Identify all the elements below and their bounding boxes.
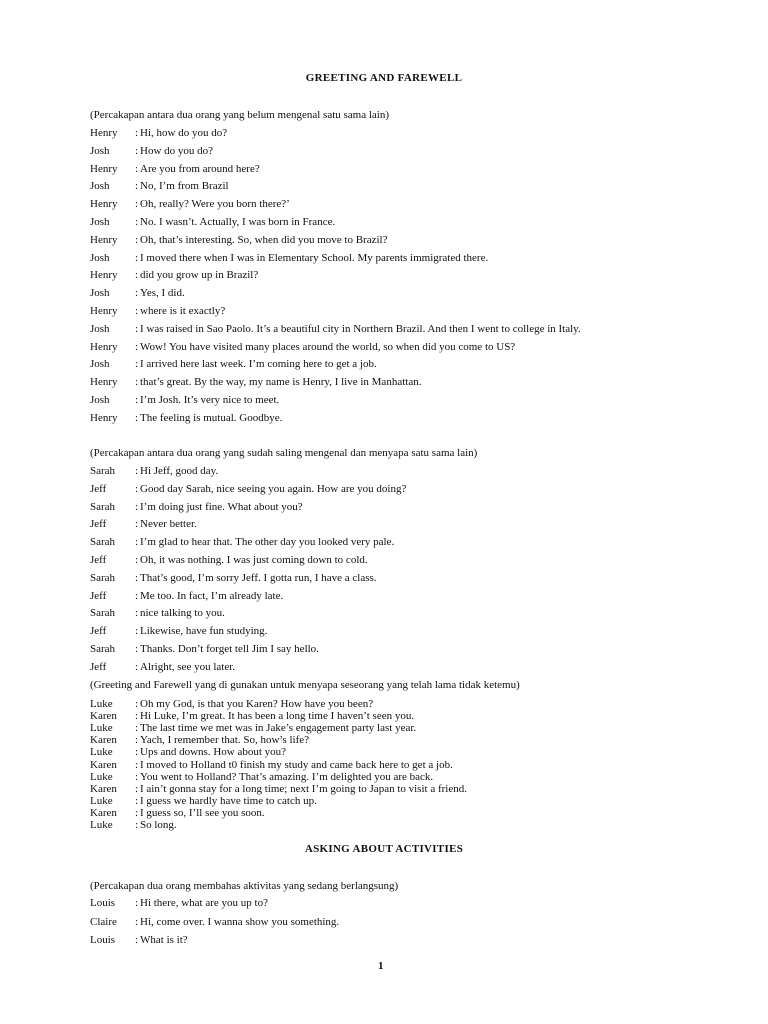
dialogue-text: Oh, it was nothing. I was just coming down to cold. <box>140 554 368 566</box>
speaker-separator: : <box>135 770 139 783</box>
speaker-name: Josh <box>90 322 110 335</box>
speaker-separator: : <box>135 269 139 282</box>
block-intro: (Percakapan antara dua orang yang sudah saling mengenal dan menyapa satu sama lain) <box>90 447 478 459</box>
speaker-name: Luke <box>90 770 113 783</box>
speaker-name: Jeff <box>90 482 107 495</box>
speaker-separator: : <box>135 536 139 549</box>
dialogue-text: I’m doing just fine. What about you? <box>140 500 303 513</box>
speaker-separator: : <box>135 571 139 584</box>
section-title-activities: ASKING ABOUT ACTIVITIES <box>304 843 464 855</box>
speaker-name: Sarah <box>90 500 116 513</box>
speaker-name: Claire <box>90 915 117 928</box>
speaker-separator: : <box>135 722 139 735</box>
speaker-name: Josh <box>90 180 110 193</box>
dialogue-text: I guess we hardly have time to catch up. <box>140 794 317 807</box>
section-title-greeting: GREETING AND FAREWELL <box>305 72 463 84</box>
speaker-name: Luke <box>90 819 113 831</box>
dialogue-text: I moved to Holland t0 finish my study and came back here to get a job. <box>140 758 453 771</box>
dialogue-text: I moved there when I was in Elementary School. My parents immigrated there. <box>140 251 489 264</box>
speaker-name: Jeff <box>90 554 107 566</box>
dialogue-text: Hi, come over. I wanna show you something. <box>140 915 340 928</box>
speaker-separator: : <box>135 518 139 531</box>
speaker-separator: : <box>135 305 139 317</box>
speaker-separator: : <box>135 287 139 300</box>
dialogue-text: Are you from around here? <box>140 162 260 175</box>
speaker-separator: : <box>135 625 139 638</box>
speaker-separator: : <box>135 589 139 602</box>
speaker-name: Karen <box>90 806 117 819</box>
speaker-name: Jeff <box>90 660 107 673</box>
dialogue-text: I arrived here last week. I’m coming here to get a job. <box>140 358 377 371</box>
speaker-separator: : <box>135 340 139 353</box>
speaker-separator: : <box>135 251 139 264</box>
dialogue-text: You went to Holland? That’s amazing. I’m delighted you are back. <box>140 770 434 783</box>
dialogue-text: I’m Josh. It’s very nice to meet. <box>140 394 280 406</box>
dialogue-text: What is it? <box>140 934 188 946</box>
dialogue-text: Ups and downs. How about you? <box>140 746 287 759</box>
dialogue-text: nice talking to you. <box>140 607 225 620</box>
speaker-separator: : <box>135 794 139 807</box>
speaker-name: Sarah <box>90 465 116 477</box>
speaker-name: Luke <box>90 698 113 710</box>
speaker-name: Karen <box>90 782 117 795</box>
speaker-separator: : <box>135 411 139 424</box>
dialogue-text: No, I’m from Brazil <box>140 180 229 193</box>
dialogue-text: The feeling is mutual. Goodbye. <box>140 411 283 424</box>
speaker-name: Henry <box>90 269 118 282</box>
speaker-separator: : <box>135 643 139 655</box>
speaker-separator: : <box>135 358 139 371</box>
dialogue-text: The last time we met was in Jake’s engagement party last year. <box>140 722 417 735</box>
speaker-separator: : <box>135 607 139 620</box>
speaker-separator: : <box>135 758 139 771</box>
dialogue-text: I ain’t gonna stay for a long time; next I’m going to Japan to visit a friend. <box>140 782 467 795</box>
speaker-separator: : <box>135 806 139 819</box>
dialogue-text: Oh, that’s interesting. So, when did you move to Brazil? <box>140 233 388 246</box>
speaker-separator: : <box>135 698 139 710</box>
speaker-name: Henry <box>90 233 118 246</box>
speaker-name: Josh <box>90 251 110 264</box>
speaker-separator: : <box>135 915 139 928</box>
speaker-separator: : <box>135 144 139 157</box>
speaker-name: Josh <box>90 287 110 300</box>
dialogue-text: where is it exactly? <box>140 305 226 317</box>
speaker-separator: : <box>135 127 139 139</box>
speaker-name: Karen <box>90 734 117 747</box>
speaker-separator: : <box>135 376 139 389</box>
dialogue-text: Wow! You have visited many places around the world, so when did you come to US? <box>140 340 516 353</box>
dialogue-text: Alright, see you later. <box>140 660 236 673</box>
speaker-name: Henry <box>90 376 118 389</box>
dialogue-text: Hi Luke, I’m great. It has been a long time I haven’t seen you. <box>140 710 415 723</box>
speaker-name: Louis <box>90 934 116 946</box>
speaker-name: Luke <box>90 746 113 759</box>
dialogue-text: Never better. <box>140 518 197 531</box>
speaker-separator: : <box>135 782 139 795</box>
speaker-name: Henry <box>90 198 118 211</box>
dialogue-text: How do you do? <box>140 144 214 157</box>
speaker-separator: : <box>135 465 139 477</box>
speaker-name: Jeff <box>90 518 107 531</box>
speaker-name: Sarah <box>90 607 116 620</box>
dialogue-text: did you grow up in Brazil? <box>140 269 259 282</box>
speaker-name: Henry <box>90 340 118 353</box>
dialogue-text: Hi there, what are you up to? <box>140 897 268 909</box>
dialogue-text: Yach, I remember that. So, how’s life? <box>140 734 310 747</box>
dialogue-text: Hi Jeff, good day. <box>140 465 219 477</box>
speaker-separator: : <box>135 660 139 673</box>
speaker-separator: : <box>135 216 139 228</box>
speaker-name: Henry <box>90 411 118 424</box>
speaker-name: Josh <box>90 216 110 228</box>
speaker-name: Karen <box>90 710 117 723</box>
speaker-separator: : <box>135 819 139 831</box>
dialogue-text: I’m glad to hear that. The other day you looked very pale. <box>140 536 395 549</box>
speaker-separator: : <box>135 394 139 406</box>
dialogue-text: So long. <box>140 819 177 831</box>
dialogue-text: Good day Sarah, nice seeing you again. How are you doing? <box>140 482 407 495</box>
speaker-name: Jeff <box>90 625 107 638</box>
dialogue-text: Likewise, have fun studying. <box>140 625 268 638</box>
speaker-name: Henry <box>90 127 118 139</box>
speaker-name: Sarah <box>90 536 116 549</box>
dialogue-text: I guess so, I’ll see you soon. <box>140 806 265 819</box>
dialogue-text: That’s good, I’m sorry Jeff. I gotta run, I have a class. <box>140 571 377 584</box>
speaker-separator: : <box>135 500 139 513</box>
speaker-name: Henry <box>90 162 118 175</box>
speaker-name: Henry <box>90 305 118 317</box>
speaker-name: Sarah <box>90 571 116 584</box>
dialogue-text: I was raised in Sao Paolo. It’s a beautiful city in Northern Brazil. And then I went to college in Italy. <box>140 322 581 335</box>
speaker-separator: : <box>135 198 139 211</box>
speaker-name: Josh <box>90 358 110 371</box>
dialogue-text: Oh, really? Were you born there?’ <box>140 198 290 211</box>
speaker-separator: : <box>135 162 139 175</box>
speaker-name: Louis <box>90 897 116 909</box>
speaker-separator: : <box>135 233 139 246</box>
page-number: 1 <box>378 960 384 972</box>
speaker-separator: : <box>135 746 139 759</box>
block-intro: (Percakapan antara dua orang yang belum mengenal satu sama lain) <box>90 109 390 121</box>
block-intro: (Greeting and Farewell yang di gunakan untuk menyapa seseorang yang telah lama tidak ketemu) <box>90 679 520 691</box>
dialogue-text: Me too. In fact, I’m already late. <box>140 589 284 602</box>
speaker-separator: : <box>135 897 139 909</box>
dialogue-text: Thanks. Don’t forget tell Jim I say hello. <box>140 643 319 655</box>
speaker-separator: : <box>135 734 139 747</box>
speaker-name: Luke <box>90 722 113 735</box>
speaker-name: Josh <box>90 394 110 406</box>
dialogue-text: Hi, how do you do? <box>140 127 228 139</box>
block-intro: (Percakapan dua orang membahas aktivitas yang sedang berlangsung) <box>90 880 399 892</box>
dialogue-text: Oh my God, is that you Karen? How have you been? <box>140 698 374 710</box>
speaker-separator: : <box>135 554 139 566</box>
speaker-name: Luke <box>90 794 113 807</box>
speaker-name: Josh <box>90 144 110 157</box>
dialogue-text: No. I wasn’t. Actually, I was born in France. <box>140 216 336 228</box>
speaker-separator: : <box>135 710 139 723</box>
speaker-separator: : <box>135 180 139 193</box>
speaker-name: Karen <box>90 758 117 771</box>
speaker-separator: : <box>135 322 139 335</box>
speaker-name: Jeff <box>90 589 107 602</box>
speaker-separator: : <box>135 934 139 946</box>
dialogue-text: that’s great. By the way, my name is Henry, I live in Manhattan. <box>140 376 422 389</box>
speaker-name: Sarah <box>90 643 116 655</box>
dialogue-text: Yes, I did. <box>140 287 185 300</box>
speaker-separator: : <box>135 482 139 495</box>
